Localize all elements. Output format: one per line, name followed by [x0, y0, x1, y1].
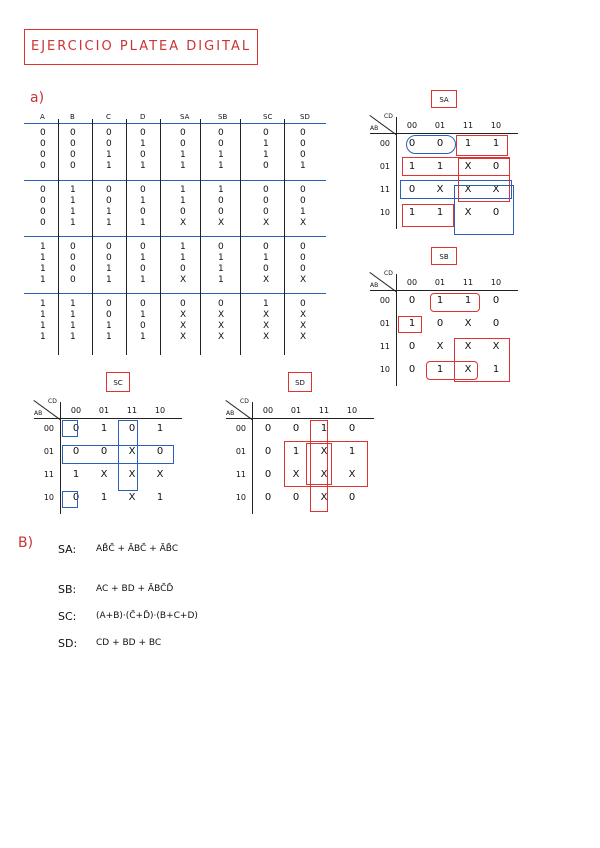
kmap-row-label: 11: [379, 185, 390, 194]
table-cell: 1: [106, 332, 112, 342]
kmap-row-label: 00: [43, 424, 54, 433]
table-cell: 1: [300, 207, 306, 217]
kmap-col-label: 10: [346, 406, 358, 415]
kmap-left-line: [60, 402, 61, 514]
table-cell: X: [263, 321, 270, 331]
kmap-col-label: 00: [406, 278, 418, 287]
cd-label: CD: [240, 398, 249, 405]
table-cell: 0: [140, 264, 146, 274]
kmap-cell: X: [320, 469, 328, 480]
kmap-cell: X: [492, 184, 500, 195]
table-cell: 1: [140, 253, 146, 263]
table-cell: 0: [218, 139, 224, 149]
tt-header: SD: [300, 113, 310, 121]
kmap-top-line: [370, 290, 518, 291]
table-cell: 1: [106, 207, 112, 217]
table-cell: 1: [218, 161, 224, 171]
table-cell: 1: [218, 275, 224, 285]
kmap-cell: 0: [492, 295, 500, 306]
kmap-col-label: 01: [434, 121, 446, 130]
table-cell: 1: [218, 253, 224, 263]
table-cell: 1: [40, 299, 46, 309]
kmap-name-tag: SD: [288, 372, 312, 392]
cd-label: CD: [48, 398, 57, 405]
kmap-group-loop: [62, 420, 78, 437]
kmap-cell: X: [100, 469, 108, 480]
table-cell: 0: [70, 161, 76, 171]
kmap-row-label: 11: [235, 470, 246, 479]
table-cell: 0: [300, 128, 306, 138]
kmap-cell: 0: [436, 318, 444, 329]
table-cell: 0: [140, 185, 146, 195]
kmap-cell: 0: [264, 446, 272, 457]
table-cell: 0: [140, 299, 146, 309]
table-cell: 1: [40, 242, 46, 252]
table-cell: 0: [300, 150, 306, 160]
table-cell: 1: [70, 207, 76, 217]
kmap-cell: X: [464, 207, 472, 218]
kmap-cell: 1: [408, 161, 416, 172]
table-cell: 1: [218, 264, 224, 274]
equation-expression: AB̄C̄ + ĀBC̄ + ĀB̄C: [96, 544, 179, 554]
kmap-cell: 0: [264, 469, 272, 480]
table-cell: 0: [140, 207, 146, 217]
kmap-cell: 0: [128, 423, 136, 434]
kmap-row-label: 01: [43, 447, 54, 456]
table-cell: 1: [70, 196, 76, 206]
column-separator: [126, 119, 127, 355]
table-cell: 1: [180, 242, 186, 252]
kmap-cell: X: [436, 184, 444, 195]
table-cell: 0: [70, 264, 76, 274]
table-cell: 1: [40, 264, 46, 274]
kmap-cell: X: [464, 318, 472, 329]
table-cell: 1: [70, 332, 76, 342]
kmap-cell: 0: [72, 423, 80, 434]
table-cell: 1: [70, 321, 76, 331]
kmap-cell: 1: [436, 207, 444, 218]
table-cell: 0: [106, 128, 112, 138]
table-cell: 1: [180, 161, 186, 171]
equation-expression: (A+B)·(C̄+D̄)·(B+C+D): [96, 611, 198, 621]
table-cell: 1: [180, 196, 186, 206]
kmap-row-label: 01: [379, 319, 390, 328]
kmap-cell: 1: [492, 364, 500, 375]
table-cell: 0: [70, 242, 76, 252]
kmap-cell: 0: [72, 492, 80, 503]
table-cell: 0: [106, 310, 112, 320]
page-title: EJERCICIO PLATEA DIGITAL: [31, 39, 252, 54]
table-cell: 1: [263, 150, 269, 160]
group-separator: [24, 236, 326, 237]
kmap-cell: 0: [264, 492, 272, 503]
tt-header: SC: [263, 113, 273, 121]
kmap-cell: 1: [100, 423, 108, 434]
kmap-row-label: 01: [235, 447, 246, 456]
kmap-cell: X: [348, 469, 356, 480]
kmap-cell: 0: [348, 492, 356, 503]
table-cell: 1: [40, 253, 46, 263]
cd-label: CD: [384, 270, 393, 277]
group-separator: [24, 123, 326, 124]
table-cell: 1: [106, 218, 112, 228]
kmap-cell: X: [128, 492, 136, 503]
kmap-cell: 1: [292, 446, 300, 457]
kmap-col-label: 10: [490, 278, 502, 287]
table-cell: 1: [70, 310, 76, 320]
table-cell: 0: [218, 128, 224, 138]
table-cell: 0: [218, 299, 224, 309]
kmap-cell: 1: [348, 446, 356, 457]
table-cell: 1: [218, 150, 224, 160]
tt-header: B: [70, 113, 75, 121]
table-cell: X: [218, 321, 225, 331]
table-cell: 0: [40, 207, 46, 217]
kmap-row-label: 10: [379, 208, 390, 217]
kmap-col-label: 11: [126, 406, 138, 415]
column-separator: [284, 119, 285, 355]
kmap-cell: 1: [464, 295, 472, 306]
kmap-left-line: [252, 402, 253, 514]
table-cell: 1: [70, 299, 76, 309]
kmap-cell: 0: [408, 364, 416, 375]
table-cell: X: [180, 218, 187, 228]
title-box: [24, 29, 258, 65]
table-cell: 0: [218, 196, 224, 206]
tt-header: SB: [218, 113, 228, 121]
kmap-cell: 1: [156, 423, 164, 434]
table-cell: 1: [180, 253, 186, 263]
kmap-row-label: 11: [379, 342, 390, 351]
table-cell: 1: [180, 150, 186, 160]
tt-header: C: [106, 113, 111, 121]
table-cell: 0: [40, 161, 46, 171]
table-cell: 0: [300, 264, 306, 274]
kmap-name-tag: SB: [431, 247, 457, 265]
table-cell: 0: [40, 196, 46, 206]
column-separator: [160, 119, 161, 355]
table-cell: 0: [70, 150, 76, 160]
kmap-col-label: 01: [290, 406, 302, 415]
column-separator: [200, 119, 201, 355]
kmap-cell: 1: [100, 492, 108, 503]
kmap-cell: X: [436, 341, 444, 352]
table-cell: X: [180, 275, 187, 285]
table-cell: 1: [140, 310, 146, 320]
kmap-cell: 1: [436, 364, 444, 375]
table-cell: 0: [300, 139, 306, 149]
kmap-cell: X: [156, 469, 164, 480]
kmap-cell: 1: [408, 318, 416, 329]
kmap-row-label: 10: [379, 365, 390, 374]
table-cell: 1: [140, 196, 146, 206]
kmap-name-tag: SC: [106, 372, 130, 392]
equation-label: SB:: [58, 583, 77, 596]
table-cell: 1: [180, 185, 186, 195]
table-cell: 0: [263, 264, 269, 274]
table-cell: 1: [140, 139, 146, 149]
table-cell: 0: [70, 139, 76, 149]
kmap-top-line: [370, 133, 518, 134]
table-cell: 0: [40, 128, 46, 138]
table-cell: 1: [106, 321, 112, 331]
kmap-group-loop: [398, 316, 422, 333]
part-a-label: a): [30, 90, 45, 106]
table-cell: 1: [140, 275, 146, 285]
table-cell: 0: [263, 196, 269, 206]
kmap-group-loop: [406, 135, 456, 154]
kmap-top-line: [226, 418, 374, 419]
kmap-cell: X: [492, 341, 500, 352]
kmap-row-label: 00: [235, 424, 246, 433]
table-cell: X: [263, 275, 270, 285]
kmap-group-loop: [426, 361, 478, 380]
table-cell: X: [180, 321, 187, 331]
ab-label: AB: [370, 282, 379, 289]
kmap-top-line: [34, 418, 182, 419]
kmap-row-label: 10: [43, 493, 54, 502]
kmap-cell: X: [464, 161, 472, 172]
table-cell: 0: [300, 185, 306, 195]
kmap-group-loop: [62, 445, 174, 464]
table-cell: X: [300, 310, 307, 320]
kmap-row-label: 10: [235, 493, 246, 502]
table-cell: 0: [218, 207, 224, 217]
group-separator: [24, 180, 326, 181]
kmap-cell: 0: [492, 161, 500, 172]
table-cell: 0: [140, 242, 146, 252]
tt-header: A: [40, 113, 45, 121]
table-cell: 0: [180, 139, 186, 149]
table-cell: 0: [106, 242, 112, 252]
kmap-left-line: [396, 117, 397, 229]
table-cell: 0: [140, 321, 146, 331]
table-cell: 0: [40, 139, 46, 149]
equation-label: SD:: [58, 637, 78, 650]
kmap-col-label: 11: [318, 406, 330, 415]
group-separator: [24, 293, 326, 294]
table-cell: X: [300, 321, 307, 331]
kmap-cell: X: [128, 469, 136, 480]
table-cell: 0: [70, 128, 76, 138]
table-cell: 0: [263, 207, 269, 217]
table-cell: 0: [263, 242, 269, 252]
kmap-cell: 1: [436, 161, 444, 172]
table-cell: 1: [70, 218, 76, 228]
table-cell: X: [263, 310, 270, 320]
kmap-cell: 0: [492, 207, 500, 218]
table-cell: 0: [300, 196, 306, 206]
table-cell: 1: [40, 332, 46, 342]
kmap-col-label: 00: [262, 406, 274, 415]
column-separator: [58, 119, 59, 355]
kmap-cell: 0: [292, 492, 300, 503]
kmap-cell: 0: [436, 138, 444, 149]
kmap-cell: X: [464, 364, 472, 375]
table-cell: 0: [180, 207, 186, 217]
kmap-col-label: 10: [154, 406, 166, 415]
ab-label: AB: [34, 410, 43, 417]
kmap-col-label: 11: [462, 278, 474, 287]
table-cell: 0: [263, 161, 269, 171]
table-cell: 0: [40, 185, 46, 195]
table-cell: X: [180, 310, 187, 320]
table-cell: X: [218, 310, 225, 320]
table-cell: 0: [263, 185, 269, 195]
kmap-cell: 0: [100, 446, 108, 457]
table-cell: X: [218, 218, 225, 228]
table-cell: 1: [106, 264, 112, 274]
table-cell: X: [180, 332, 187, 342]
kmap-group-loop: [402, 204, 454, 227]
kmap-cell: X: [292, 469, 300, 480]
kmap-col-label: 00: [406, 121, 418, 130]
kmap-cell: X: [464, 184, 472, 195]
kmap-group-loop: [454, 185, 514, 235]
kmap-cell: 0: [292, 423, 300, 434]
table-cell: 0: [300, 299, 306, 309]
table-cell: 1: [140, 218, 146, 228]
table-cell: 0: [70, 275, 76, 285]
table-cell: 0: [218, 242, 224, 252]
table-cell: 0: [300, 253, 306, 263]
ab-label: AB: [226, 410, 235, 417]
table-cell: 1: [70, 185, 76, 195]
kmap-group-loop: [306, 443, 332, 485]
table-cell: X: [300, 332, 307, 342]
kmap-row-label: 00: [379, 139, 390, 148]
table-cell: 0: [40, 218, 46, 228]
table-cell: X: [218, 332, 225, 342]
table-cell: 1: [263, 253, 269, 263]
table-cell: 1: [40, 321, 46, 331]
kmap-cell: 1: [408, 207, 416, 218]
kmap-name-tag: SA: [431, 90, 457, 108]
table-cell: 1: [106, 161, 112, 171]
equation-label: SC:: [58, 610, 77, 623]
kmap-cell: 0: [264, 423, 272, 434]
kmap-cell: X: [464, 341, 472, 352]
table-cell: X: [263, 218, 270, 228]
kmap-cell: 1: [436, 295, 444, 306]
tt-header: D: [140, 113, 146, 121]
kmap-cell: 1: [464, 138, 472, 149]
equation-expression: AC + BD + ĀBC̄D̄: [96, 584, 174, 594]
table-cell: 1: [140, 332, 146, 342]
table-cell: 0: [106, 185, 112, 195]
kmap-cell: 0: [408, 138, 416, 149]
table-cell: 0: [70, 253, 76, 263]
column-separator: [92, 119, 93, 355]
kmap-cell: 0: [492, 318, 500, 329]
table-cell: 0: [106, 253, 112, 263]
ab-label: AB: [370, 125, 379, 132]
kmap-cell: 1: [156, 492, 164, 503]
kmap-col-label: 00: [70, 406, 82, 415]
kmap-cell: 0: [408, 295, 416, 306]
table-cell: 0: [263, 128, 269, 138]
kmap-group-loop: [430, 293, 480, 312]
table-cell: 1: [218, 185, 224, 195]
kmap-cell: X: [320, 492, 328, 503]
kmap-left-line: [396, 274, 397, 386]
table-cell: 0: [106, 139, 112, 149]
kmap-col-label: 01: [98, 406, 110, 415]
table-cell: 0: [140, 128, 146, 138]
table-cell: 1: [140, 161, 146, 171]
part-b-label: B): [18, 535, 34, 551]
table-cell: 1: [263, 139, 269, 149]
kmap-col-label: 01: [434, 278, 446, 287]
kmap-row-label: 11: [43, 470, 54, 479]
table-cell: 0: [106, 196, 112, 206]
kmap-cell: X: [320, 446, 328, 457]
kmap-cell: 0: [408, 184, 416, 195]
tt-header: SA: [180, 113, 190, 121]
table-cell: 0: [180, 128, 186, 138]
kmap-row-label: 00: [379, 296, 390, 305]
kmap-group-loop: [456, 135, 508, 156]
kmap-cell: 0: [348, 423, 356, 434]
kmap-cell: X: [128, 446, 136, 457]
kmap-cell: 0: [156, 446, 164, 457]
table-cell: 1: [106, 150, 112, 160]
table-cell: 0: [180, 264, 186, 274]
kmap-cell: 1: [492, 138, 500, 149]
kmap-cell: 1: [72, 469, 80, 480]
table-cell: 1: [40, 310, 46, 320]
cd-label: CD: [384, 113, 393, 120]
table-cell: 0: [40, 150, 46, 160]
table-cell: X: [300, 218, 307, 228]
kmap-cell: 0: [72, 446, 80, 457]
table-cell: 0: [140, 150, 146, 160]
table-cell: 1: [40, 275, 46, 285]
table-cell: 0: [180, 299, 186, 309]
equation-expression: CD + BD + BC: [96, 638, 162, 648]
kmap-group-loop: [62, 491, 78, 508]
kmap-row-label: 01: [379, 162, 390, 171]
table-cell: 1: [106, 275, 112, 285]
table-cell: 1: [300, 161, 306, 171]
kmap-cell: 1: [320, 423, 328, 434]
table-cell: 1: [263, 299, 269, 309]
truth-table: [28, 113, 328, 363]
column-separator: [240, 119, 241, 355]
table-cell: X: [263, 332, 270, 342]
equation-label: SA:: [58, 543, 77, 556]
table-cell: 0: [300, 242, 306, 252]
kmap-col-label: 10: [490, 121, 502, 130]
table-cell: 0: [106, 299, 112, 309]
table-cell: X: [300, 275, 307, 285]
kmap-cell: 0: [408, 341, 416, 352]
kmap-col-label: 11: [462, 121, 474, 130]
